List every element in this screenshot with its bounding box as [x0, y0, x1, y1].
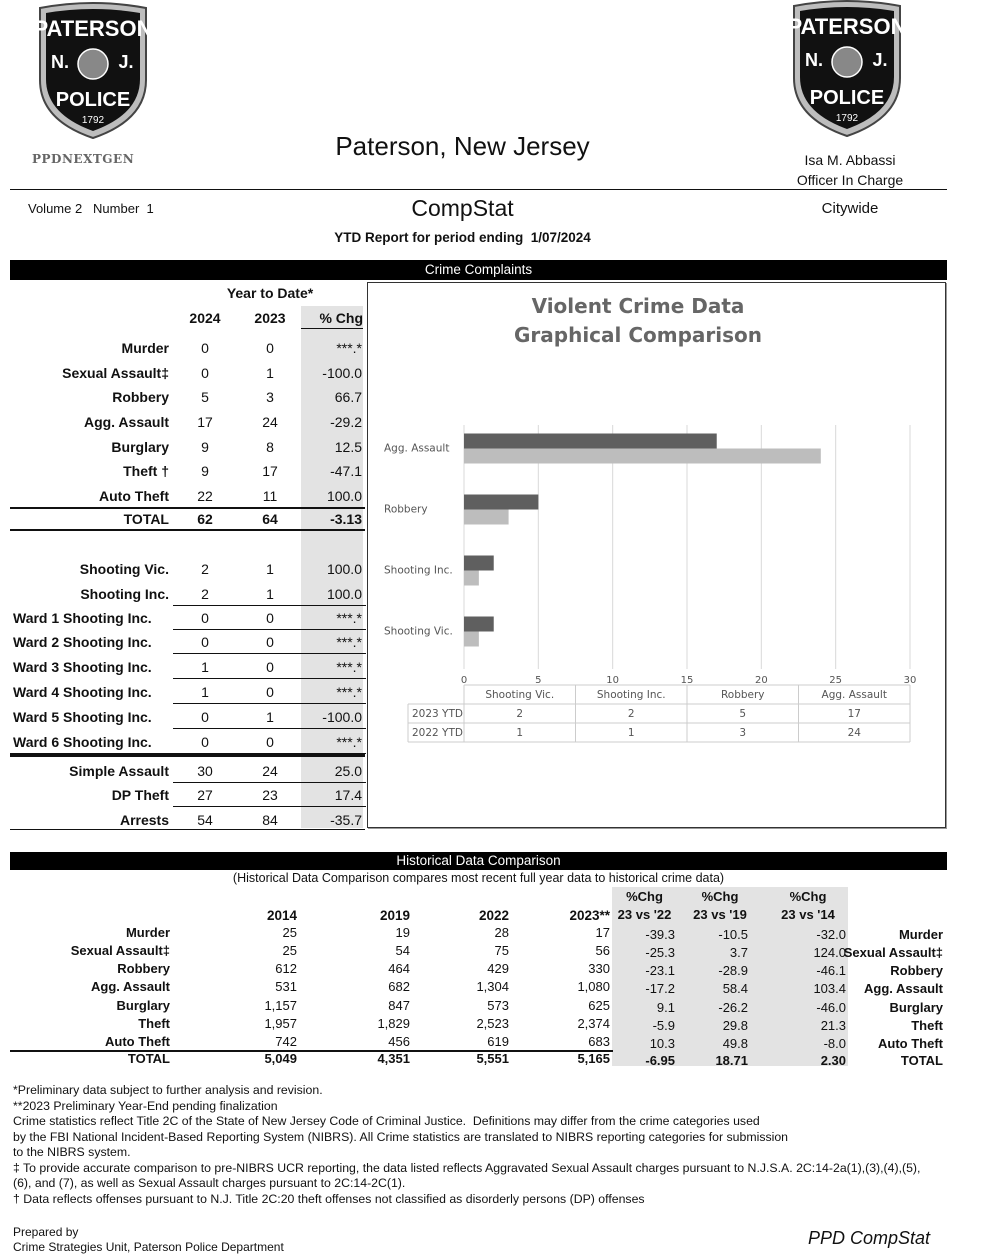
crime-complaints-header: Crime Complaints — [10, 260, 947, 280]
pct-chg-23-vs-19: -10.5 — [718, 927, 748, 942]
table-value: 2 — [516, 708, 524, 720]
row-label-right: TOTAL — [900, 1053, 943, 1068]
value-pct-chg: ***.* — [336, 610, 362, 626]
pct-chg-header-bottom: 23 vs '14 — [781, 907, 835, 922]
row-underline — [173, 728, 366, 729]
value-pct-chg: 100.0 — [326, 488, 362, 504]
pct-chg-23-vs-14: -46.1 — [816, 963, 846, 978]
value-pct-chg: 17.4 — [334, 787, 362, 803]
report-scope: Citywide — [821, 200, 879, 217]
value-2019: 682 — [388, 979, 410, 994]
value-pct-chg: 100.0 — [326, 586, 362, 602]
value-2023: 17 — [595, 925, 610, 940]
prepared-by-unit: Crime Strategies Unit, Paterson Police Department — [13, 1240, 284, 1254]
value-2023: 3 — [266, 389, 274, 405]
value-2024: 9 — [201, 439, 209, 455]
violent-crime-bar-chart — [368, 283, 945, 827]
value-2023: 330 — [588, 961, 610, 976]
row-label: Ward 1 Shooting Inc. — [13, 610, 152, 626]
pct-chg-header-top: %Chg — [701, 889, 739, 904]
table-value: 5 — [739, 708, 747, 720]
value-2022: 1,304 — [476, 979, 509, 994]
brand-logo-text: PPDNEXTGEN — [32, 152, 135, 166]
value-2019: 1,829 — [377, 1016, 410, 1031]
value-2023: 17 — [262, 463, 278, 479]
row-label: Ward 4 Shooting Inc. — [13, 684, 152, 700]
table-category-header: Agg. Assault — [821, 689, 887, 701]
row-label-right: Theft — [911, 1018, 943, 1033]
row-underline — [173, 806, 366, 807]
value-2024: 0 — [201, 610, 209, 626]
value-2014: 25 — [282, 925, 297, 940]
value-2019: 19 — [395, 925, 410, 940]
row-label-left: Murder — [125, 925, 170, 940]
svg-text:N.: N. — [805, 50, 823, 70]
row-label-left: Burglary — [116, 998, 170, 1013]
value-2023: 0 — [266, 684, 274, 700]
row-label: Robbery — [112, 389, 169, 405]
pct-chg-23-vs-22: -17.2 — [645, 981, 675, 996]
violent-crime-chart-panel — [367, 282, 946, 828]
row-label: Auto Theft — [99, 488, 169, 504]
pct-chg-23-vs-22: -39.3 — [645, 927, 675, 942]
value-2024: 22 — [197, 488, 213, 504]
value-2014: 612 — [275, 961, 297, 976]
value-pct-chg: ***.* — [336, 684, 362, 700]
pct-chg-23-vs-22: 9.1 — [656, 1000, 675, 1015]
category-label: Shooting Vic. — [384, 625, 453, 638]
value-2022: 28 — [494, 925, 509, 940]
category-label: Agg. Assault — [384, 442, 450, 455]
value-2023: 84 — [262, 812, 278, 828]
row-label: Shooting Inc. — [80, 586, 169, 602]
row-label-left: Theft — [138, 1016, 170, 1031]
col-header-pct-chg: % Chg — [319, 310, 363, 326]
pct-chg-23-vs-14: 21.3 — [820, 1018, 846, 1033]
row-underline — [173, 629, 366, 630]
x-tick-label: 20 — [754, 675, 768, 686]
report-period: YTD Report for period ending 1/07/2024 — [334, 230, 591, 245]
row-label: Arrests — [119, 812, 169, 828]
svg-text:J.: J. — [118, 52, 134, 72]
historical-subtitle: (Historical Data Comparison compares most recent full year data to historical crime data) — [232, 871, 725, 885]
table-value: 1 — [627, 727, 635, 739]
value-2019: 464 — [388, 961, 410, 976]
value-2022: 5,551 — [476, 1051, 509, 1066]
x-tick-label: 30 — [903, 675, 917, 686]
pct-chg-23-vs-19: 18.71 — [715, 1053, 748, 1068]
chart-subtitle: Graphical Comparison — [513, 323, 763, 347]
value-pct-chg: -47.1 — [330, 463, 362, 479]
value-2024: 1 — [201, 659, 209, 675]
value-2024: 30 — [197, 763, 213, 779]
header-divider — [10, 189, 947, 190]
svg-text:POLICE: POLICE — [55, 89, 131, 111]
svg-text:PATERSON: PATERSON — [34, 16, 152, 41]
row-label-right: Robbery — [890, 963, 943, 978]
value-2024: 2 — [201, 586, 209, 602]
value-2023: 24 — [262, 763, 278, 779]
value-2024: 9 — [201, 463, 209, 479]
pct-chg-23-vs-19: -26.2 — [718, 1000, 748, 1015]
value-2024: 0 — [201, 365, 209, 381]
value-2014: 5,049 — [264, 1051, 297, 1066]
pct-chg-23-vs-19: 3.7 — [729, 945, 748, 960]
value-pct-chg: -100.0 — [322, 365, 362, 381]
wards-bottom-rule — [10, 753, 365, 757]
value-2023: 0 — [266, 659, 274, 675]
table-category-header: Shooting Inc. — [596, 689, 666, 701]
value-2022: 429 — [487, 961, 509, 976]
value-2023: 0 — [266, 340, 274, 356]
row-label: DP Theft — [111, 787, 169, 803]
row-label-left: Agg. Assault — [91, 979, 170, 994]
footnote-line: to the NIBRS system. — [13, 1145, 131, 1159]
pct-chg-23-vs-19: 58.4 — [722, 981, 748, 996]
footnote-line: by the FBI National Incident-Based Reporting System (NIBRS). All Crime statistics are translated to NIBRS reporting categories for submission — [13, 1129, 789, 1144]
year-header: 2022 — [478, 908, 509, 923]
value-2024: 0 — [201, 709, 209, 725]
row-label-right: Agg. Assault — [864, 981, 943, 996]
footnote-line: Crime statistics reflect Title 2C of the State of New Jersey Code of Criminal Justice. Definitions may differ from the crime categories used — [13, 1114, 760, 1128]
footnote-line: † Data reflects offenses pursuant to N.J. Title 2C:20 theft offenses not classified as disorderly persons (DP) offenses — [13, 1191, 645, 1206]
complaints-bottom-rule — [10, 829, 365, 830]
x-tick-label: 0 — [460, 675, 468, 686]
row-label: Ward 3 Shooting Inc. — [13, 659, 152, 675]
total-bottom-rule — [10, 529, 365, 531]
row-underline — [173, 782, 366, 783]
x-tick-label: 10 — [606, 675, 620, 686]
row-label: Burglary — [111, 439, 169, 455]
pct-chg-underline — [301, 328, 363, 329]
value-pct-chg: -3.13 — [330, 511, 362, 527]
value-2023: 11 — [262, 488, 278, 504]
bar-2022-ytd — [464, 571, 479, 586]
pct-chg-header-top: %Chg — [626, 889, 663, 904]
x-tick-label: 5 — [535, 675, 542, 686]
chart-title: Violent Crime Data — [531, 294, 745, 318]
historical-data-header: Historical Data Comparison — [10, 852, 947, 870]
row-label: TOTAL — [123, 511, 169, 527]
value-pct-chg: 25.0 — [334, 763, 362, 779]
value-2023: 1 — [266, 709, 274, 725]
svg-text:1792: 1792 — [81, 115, 105, 126]
table-series-name: 2022 YTD — [412, 727, 463, 739]
officer-name: Isa M. Abbassi — [804, 152, 896, 168]
value-2024: 17 — [197, 414, 213, 430]
value-2023: 1 — [266, 586, 274, 602]
pct-chg-23-vs-14: -32.0 — [816, 927, 846, 942]
row-label-right: Murder — [898, 927, 943, 942]
value-2022: 619 — [487, 1034, 509, 1049]
row-label: Ward 2 Shooting Inc. — [13, 634, 152, 650]
table-category-header: Robbery — [720, 689, 765, 701]
value-pct-chg: ***.* — [336, 634, 362, 650]
report-title: CompStat — [411, 195, 514, 221]
value-2023: 1,080 — [577, 979, 610, 994]
col-header-2024: 2024 — [189, 310, 221, 326]
prepared-by-label: Prepared by — [13, 1225, 79, 1239]
pct-chg-23-vs-14: -46.0 — [816, 1000, 846, 1015]
category-label: Shooting Inc. — [384, 564, 453, 577]
year-header: 2019 — [379, 908, 410, 923]
pct-chg-23-vs-14: 124.0 — [813, 945, 846, 960]
row-label: Simple Assault — [69, 763, 169, 779]
value-2014: 1,157 — [264, 998, 297, 1013]
table-value: 1 — [516, 727, 524, 739]
value-2022: 573 — [487, 998, 509, 1013]
pct-chg-23-vs-14: 2.30 — [820, 1053, 846, 1068]
row-underline — [173, 653, 366, 654]
x-tick-label: 25 — [829, 675, 843, 686]
row-label: Ward 6 Shooting Inc. — [13, 734, 152, 750]
row-label: Shooting Vic. — [79, 561, 169, 577]
value-2022: 75 — [494, 943, 509, 958]
value-2014: 742 — [275, 1034, 297, 1049]
svg-text:PATERSON: PATERSON — [788, 14, 906, 39]
police-badge-logo-right — [788, 0, 906, 138]
value-2019: 54 — [395, 943, 410, 958]
value-2023: 0 — [266, 734, 274, 750]
svg-text:N.: N. — [51, 52, 69, 72]
row-label-left: Auto Theft — [105, 1034, 170, 1049]
value-2023: 24 — [262, 414, 278, 430]
pct-chg-23-vs-22: -25.3 — [645, 945, 675, 960]
value-2024: 5 — [201, 389, 209, 405]
pct-chg-23-vs-14: 103.4 — [813, 981, 846, 996]
value-2024: 27 — [197, 787, 213, 803]
table-series-name: 2023 YTD — [412, 708, 463, 720]
value-pct-chg: 12.5 — [334, 439, 362, 455]
value-2023: 8 — [266, 439, 274, 455]
value-2019: 4,351 — [377, 1051, 410, 1066]
chart-x-tick-labels — [461, 675, 917, 686]
pct-chg-header-bottom: 23 vs '22 — [617, 907, 672, 922]
value-2024: 1 — [201, 684, 209, 700]
value-pct-chg: -100.0 — [322, 709, 362, 725]
category-label: Robbery — [384, 503, 428, 516]
col-header-2023: 2023 — [254, 310, 286, 326]
value-2023: 5,165 — [577, 1051, 610, 1066]
value-pct-chg: 66.7 — [334, 389, 362, 405]
pct-chg-23-vs-14: -8.0 — [823, 1036, 846, 1051]
value-2023: 0 — [266, 610, 274, 626]
bar-2022-ytd — [464, 449, 821, 464]
row-label: Murder — [121, 340, 169, 356]
value-2023: 625 — [588, 998, 610, 1013]
svg-text:1792: 1792 — [835, 113, 859, 124]
value-2023: 0 — [266, 634, 274, 650]
year-header: 2014 — [266, 908, 297, 923]
chart-bars-group — [464, 434, 821, 647]
value-pct-chg: -29.2 — [330, 414, 362, 430]
value-pct-chg: ***.* — [336, 734, 362, 750]
bar-2023-ytd — [464, 434, 717, 449]
value-2014: 531 — [275, 979, 297, 994]
footnote-line: ‡ To provide accurate comparison to pre-NIBRS UCR reporting, the data listed reflects Aggravated Sexual Assault charges pursuant to N.J.S.A. 2C:14-2a(1),(3),(4),(5), — [13, 1160, 921, 1175]
chart-data-table — [408, 685, 910, 742]
row-label-right: Sexual Assault‡ — [843, 945, 943, 960]
pct-chg-header-top: %Chg — [789, 889, 827, 904]
footer-brand: PPD CompStat — [808, 1228, 931, 1248]
value-2024: 62 — [197, 511, 213, 527]
row-label-left: Robbery — [117, 961, 170, 976]
row-label-right: Burglary — [889, 1000, 943, 1015]
value-2023: 1 — [266, 365, 274, 381]
row-label-left: TOTAL — [127, 1051, 170, 1066]
total-top-rule — [10, 507, 365, 509]
pct-chg-23-vs-22: 10.3 — [649, 1036, 675, 1051]
year-header: 2023** — [569, 908, 610, 923]
value-pct-chg: 100.0 — [326, 561, 362, 577]
footnote-line: (6), and (7), as well as Sexual Assault charges pursuant to 2C:14-2C(1). — [13, 1176, 406, 1190]
value-2023: 56 — [595, 943, 610, 958]
value-2024: 2 — [201, 561, 209, 577]
value-2023: 683 — [588, 1034, 610, 1049]
value-2019: 847 — [388, 998, 410, 1013]
pct-chg-23-vs-22: -23.1 — [645, 963, 675, 978]
footnote-line: **2023 Preliminary Year-End pending finalization — [13, 1098, 278, 1113]
pct-chg-23-vs-22: -6.95 — [645, 1053, 675, 1068]
value-2014: 1,957 — [264, 1016, 297, 1031]
pct-chg-23-vs-22: -5.9 — [652, 1018, 675, 1033]
value-2024: 0 — [201, 340, 209, 356]
chart-category-labels — [384, 443, 453, 638]
bar-2023-ytd — [464, 495, 538, 510]
footnote-line: *Preliminary data subject to further analysis and revision. — [13, 1083, 323, 1097]
value-pct-chg: ***.* — [336, 659, 362, 675]
ytd-header: Year to Date* — [226, 285, 314, 301]
table-value: 17 — [847, 708, 861, 720]
value-2023: 1 — [266, 561, 274, 577]
pct-chg-header-bottom: 23 vs '19 — [693, 907, 747, 922]
value-2014: 25 — [282, 943, 297, 958]
row-label: Ward 5 Shooting Inc. — [13, 709, 152, 725]
value-2023: 23 — [262, 787, 278, 803]
value-2019: 456 — [388, 1034, 410, 1049]
bar-2023-ytd — [464, 617, 494, 632]
row-underline — [173, 703, 366, 704]
officer-title: Officer In Charge — [796, 172, 904, 188]
bar-2022-ytd — [464, 632, 479, 647]
volume-number: Volume 2 Number 1 — [28, 201, 154, 216]
value-2023: 2,374 — [577, 1016, 610, 1031]
row-label: Theft † — [123, 463, 169, 479]
table-value: 24 — [847, 727, 861, 739]
value-2024: 0 — [201, 734, 209, 750]
row-underline — [173, 678, 366, 679]
svg-text:POLICE: POLICE — [809, 87, 885, 109]
bar-2023-ytd — [464, 556, 494, 571]
row-label: Agg. Assault — [83, 414, 169, 430]
page-title: Paterson, New Jersey — [335, 131, 590, 161]
value-2024: 0 — [201, 634, 209, 650]
pct-chg-23-vs-19: 29.8 — [722, 1018, 748, 1033]
table-value: 3 — [739, 727, 747, 739]
value-2024: 54 — [197, 812, 213, 828]
table-category-header: Shooting Vic. — [485, 689, 555, 701]
police-badge-logo-left — [34, 2, 152, 140]
row-label-left: Sexual Assault‡ — [70, 943, 170, 958]
x-tick-label: 15 — [680, 675, 694, 686]
row-label-right: Auto Theft — [878, 1036, 943, 1051]
value-2023: 64 — [262, 511, 278, 527]
bar-2022-ytd — [464, 510, 509, 525]
svg-text:J.: J. — [872, 50, 888, 70]
row-label: Sexual Assault‡ — [62, 365, 169, 381]
value-2022: 2,523 — [476, 1016, 509, 1031]
table-value: 2 — [627, 708, 635, 720]
value-pct-chg: ***.* — [336, 340, 362, 356]
pct-chg-23-vs-19: -28.9 — [718, 963, 748, 978]
pct-chg-23-vs-19: 49.8 — [722, 1036, 748, 1051]
value-pct-chg: -35.7 — [330, 812, 362, 828]
row-underline — [173, 605, 366, 606]
